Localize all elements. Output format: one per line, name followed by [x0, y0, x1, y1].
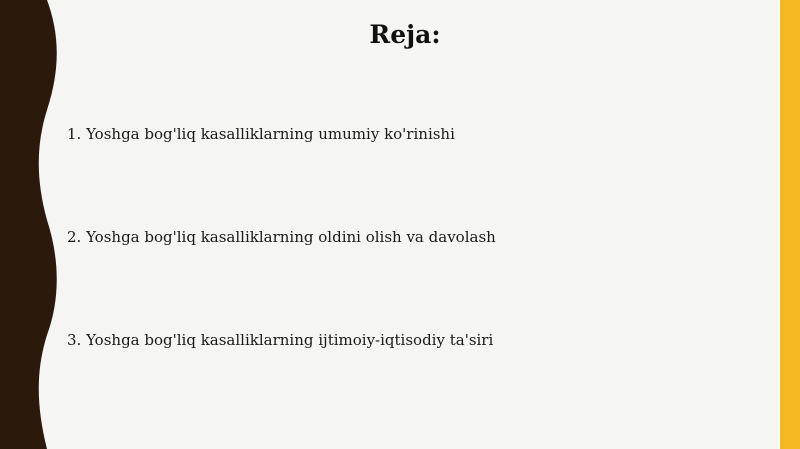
wavy-left-border-shape — [0, 0, 57, 449]
slide-title: Reja: — [369, 20, 441, 49]
right-accent-bar — [780, 0, 800, 449]
wavy-left-border-decoration — [0, 0, 62, 449]
agenda-item-3: 3. Yoshga bog'liq kasalliklarning ijtimoiy-iqtisodiy ta'siri — [67, 331, 494, 349]
agenda-item-2: 2. Yoshga bog'liq kasalliklarning oldini olish va davolash — [67, 228, 496, 246]
agenda-item-1: 1. Yoshga bog'liq kasalliklarning umumiy ko'rinishi — [67, 125, 455, 143]
